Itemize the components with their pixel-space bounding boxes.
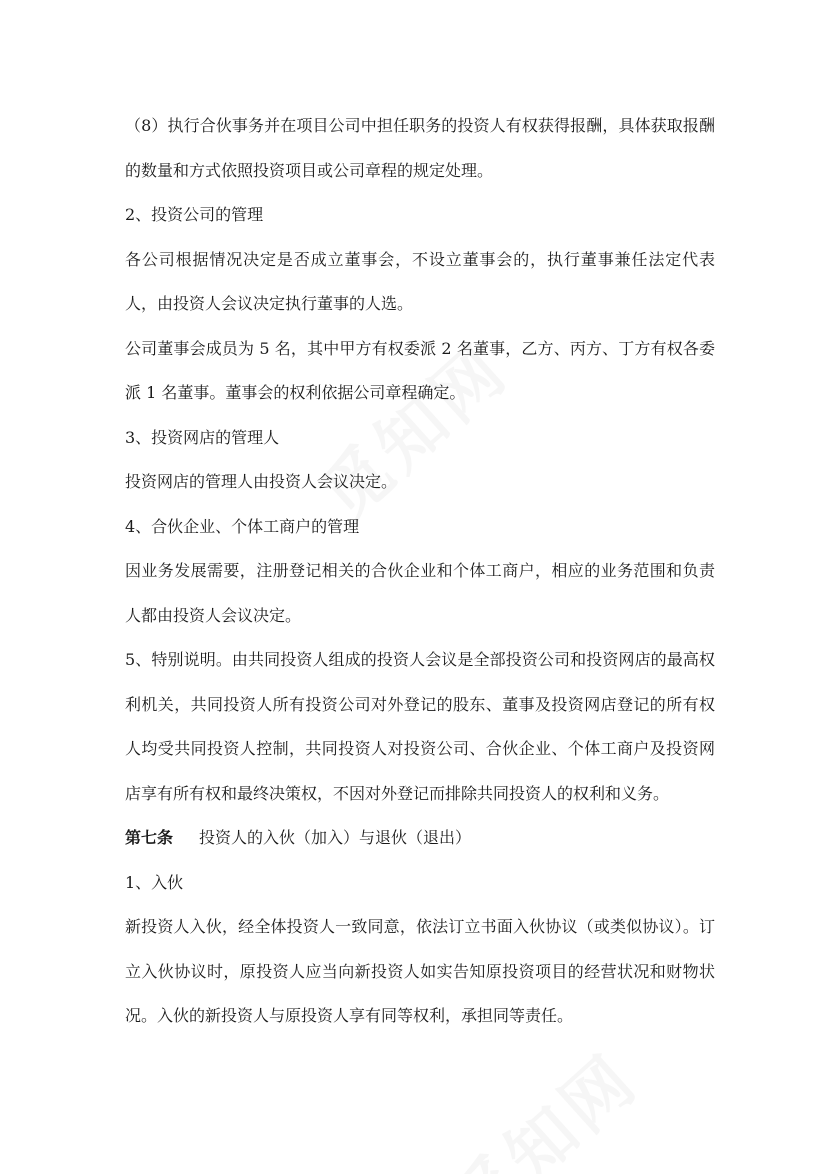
article-title: 投资人的入伙（加入）与退伙（退出） bbox=[199, 828, 472, 847]
section-heading-company-management: 2、投资公司的管理 bbox=[125, 205, 264, 224]
document-body bbox=[125, 104, 715, 1039]
paragraph-partnership-registration: 因业务发展需要，注册登记相关的合伙企业和个体工商户，相应的业务范围和负责人都由投资人会议决定。 bbox=[125, 561, 715, 625]
section-heading-joining: 1、入伙 bbox=[125, 872, 184, 892]
article-number: 第七条 bbox=[125, 828, 174, 847]
watermark bbox=[426, 1028, 656, 1174]
paragraph-joining-agreement: 新投资人入伙，经全体投资人一致同意，依法订立书面入伙协议（或类似协议）。订立入伙协议时，原投资人应当向新投资人如实告知原投资项目的经营状况和财物状况。入伙的新投资人与原投资人享有同等权利，承担同等责任。 bbox=[125, 917, 715, 1025]
section-heading-partnership-management: 4、合伙企业、个体工商户的管理 bbox=[125, 516, 360, 536]
paragraph-shop-manager: 投资网店的管理人由投资人会议决定。 bbox=[125, 472, 398, 491]
section-heading-shop-manager: 3、投资网店的管理人 bbox=[125, 427, 280, 447]
paragraph-special-note: 5、特别说明。由共同投资人组成的投资人会议是全部投资公司和投资网店的最高权利机关，共同投资人所有投资公司对外登记的股东、董事及投资网店登记的所有权人均受共同投资人控制，共同投资人对投资公司、合伙企业、个体工商户及投资网店享有所有权和最终决策权，不因对外登记而排除共同投资人的权利和义务。 bbox=[125, 650, 715, 803]
article-heading bbox=[125, 816, 715, 861]
paragraph-board-setup: 各公司根据情况决定是否成立董事会，不设立董事会的，执行董事兼任法定代表人，由投资人会议决定执行董事的人选。 bbox=[125, 249, 715, 313]
paragraph-remuneration: （8）执行合伙事务并在项目公司中担任职务的投资人有权获得报酬，具体获取报酬的数量和方式依照投资项目或公司章程的规定处理。 bbox=[125, 116, 715, 180]
paragraph-board-members: 公司董事会成员为 5 名，其中甲方有权委派 2 名董事，乙方、丙方、丁方有权各委派 1 名董事。董事会的权利依据公司章程确定。 bbox=[125, 338, 715, 402]
